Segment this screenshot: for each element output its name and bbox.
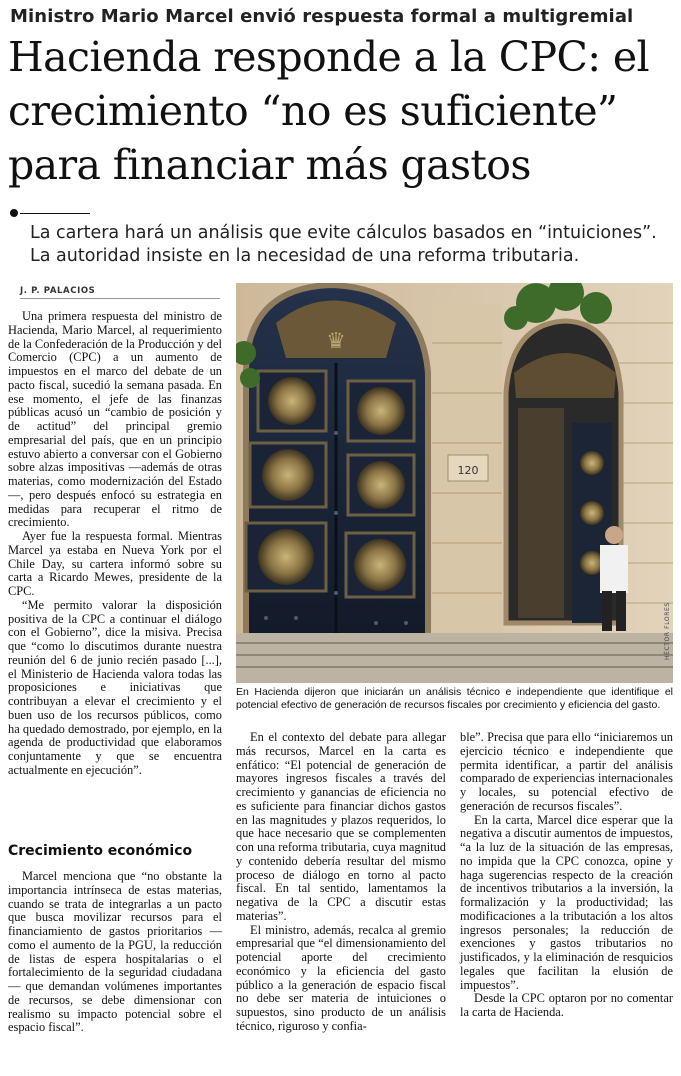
column-1-bottom: [8, 870, 222, 1035]
column-2: [236, 731, 446, 1034]
column-1-top: [8, 310, 222, 778]
paragraph: Desde la CPC optaron por no comentar la carta de Hacienda.: [460, 991, 673, 1019]
svg-text:♛: ♛: [326, 329, 346, 354]
photo-credit: HÉCTOR FLORES: [664, 602, 671, 660]
kicker: Ministro Mario Marcel envió respuesta formal a multigremial: [10, 6, 634, 27]
deck-line: La cartera hará un análisis que evite cálculos basados en “intuiciones”.: [30, 223, 657, 243]
divider: [20, 213, 90, 214]
paragraph: En el contexto del debate para allegar más recursos, Marcel en la carta es enfático: “El potencial de generación de mayores ingresos fiscales a través del crecimiento y ganancias de eficiencia no es suficiente para financiar dichos gastos en las magnitudes y plazos requeridos, lo que hace necesario que se complementen con una reforma tributaria, cuya magnitud y contenido debería resultar del mismo proceso de diálogo en torno al pacto fiscal. En tal sentido, lamentamos la negativa de la CPC a discutir estas materias”.: [236, 730, 446, 923]
paragraph: Marcel menciona que “no obstante la importancia intrínseca de estas materias, cuando se trata de integrarlas a un pacto que busca movilizar recursos para el financiamiento de gastos prioritarios —como el aumento de la PGU, la reducción de listas de espera hospitalarias o el fortalecimiento de la seguridad ciudadana— que demandan volúmenes importantes de recursos, se debe dimensionar con realismo su impacto potencial sobre el espacio fiscal”.: [8, 869, 222, 1035]
deck: [30, 222, 675, 268]
article-photo: [236, 283, 673, 683]
headline-line: Hacienda responde a la CPC: el: [8, 33, 650, 81]
paragraph: “Me permito valorar la disposición positiva de la CPC a continuar el diálogo con el Gobierno”, dice la misiva. Precisa que “como lo discutimos durante nuestra reunión del 6 de junio recién pasado [...], el Ministerio de Hacienda valora todas las proposiciones e iniciativas que contribuyan a elevar el crecimiento y el buen uso de los recursos públicos, como ha quedado demostrado, por ejemplo, en la agenda de productividad que elaboramos conjuntamente y que se encuentra actualmente en ejecución”.: [8, 597, 222, 777]
subhead: Crecimiento económico: [8, 843, 193, 859]
paragraph: Ayer fue la respuesta formal. Mientras Marcel ya estaba en Nueva York por el Chile Day, su cartera informó sobre su carta a Ricardo Mewes, presidente de la CPC.: [8, 529, 222, 598]
building-number: 120: [457, 464, 479, 477]
headline: [8, 30, 676, 192]
headline-line: crecimiento “no es suficiente”: [8, 87, 618, 135]
building-doors-image: [236, 283, 673, 683]
byline: J. P. PALACIOS: [20, 286, 220, 299]
deck-rule: [10, 212, 670, 215]
photo-caption: En Hacienda dijeron que iniciarán un análisis técnico e independiente que identifique el potencial efectivo de generación de recursos fiscales por crecimiento y eficiencia del gasto.: [236, 686, 673, 711]
paragraph: ble”. Precisa que para ello “iniciaremos un ejercicio técnico e independiente que permita identificar, a partir del análisis comparado de experiencias internacionales y locales, su potencial efectivo de generación de recursos fiscales”.: [460, 730, 673, 813]
bullet-dot-icon: [10, 209, 18, 217]
deck-line: La autoridad insiste en la necesidad de una reforma tributaria.: [30, 246, 580, 266]
headline-line: para financiar más gastos: [8, 141, 531, 189]
paragraph: El ministro, además, recalca al gremio empresarial que “el dimensionamiento del potencial aporte del crecimiento económico y la eficiencia del gasto público a la generación de espacio fiscal no debe ser materia de intuiciones o supuestos, sino producto de un análisis técnico, riguroso y confia-: [236, 922, 446, 1033]
column-3: [460, 731, 673, 1020]
paragraph: Una primera respuesta del ministro de Hacienda, Mario Marcel, al requerimiento de la Confederación de la Producción y del Comercio (CPC) a un aumento de impuestos en el marco del debate de un pacto fiscal, sucedió la semana pasada. En ese momento, el jefe de las finanzas públicas acusó un “cambio de posición y de actitud” del principal gremio empresarial del país, que en un principio estuvo abierto a conversar con el Gobierno sobre alzas impositivas —además de otras materias, como modernización del Estado—, pero después enfocó su estrategia en medidas para recuperar el ritmo de crecimiento.: [8, 309, 222, 530]
paragraph: En la carta, Marcel dice esperar que la negativa a discutir aumentos de impuestos, “a la luz de la situación de las empresas, no impida que la CPC conozca, opine y haga sugerencias respecto de la creación de incentivos tributarios a la inversión, la formalización y la productividad; las modificaciones a la tributación a los altos ingresos personales; la reducción de exenciones y gastos tributarios no justificados, y la eliminación de resquicios legales que facilitan la elusión de impuestos”.: [460, 812, 673, 992]
